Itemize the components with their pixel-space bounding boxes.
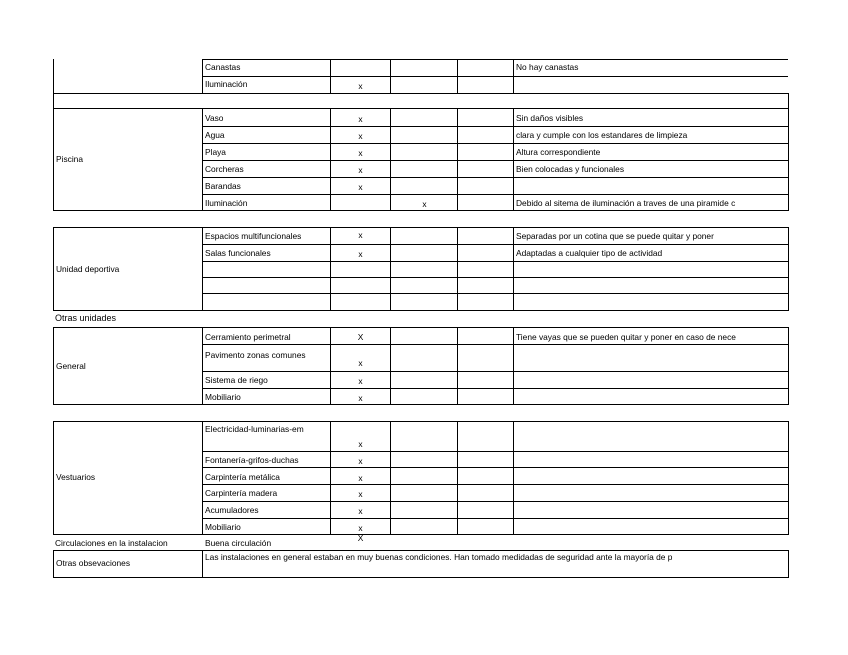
item-label: Iluminación <box>205 198 248 208</box>
grid-line <box>202 244 788 245</box>
group-label: General <box>56 361 86 371</box>
check-mark: x <box>358 489 363 499</box>
observation-text: No hay canastas <box>516 62 579 72</box>
check-mark: x <box>358 506 363 516</box>
observation-text: Debido al sitema de iluminación a traves de una piramide c <box>516 198 736 208</box>
observation-text: Sin daños visibles <box>516 113 584 123</box>
grid-line <box>202 467 788 468</box>
observation-text: Tiene vayas que se pueden quitar y poner en caso de nece <box>516 332 736 342</box>
group-label: Unidad deportiva <box>56 264 120 274</box>
grid-line <box>513 227 514 311</box>
grid-line <box>202 227 203 311</box>
observation-text: Adaptadas a cualquier tipo de actividad <box>516 248 663 258</box>
grid-line <box>202 371 788 372</box>
check-mark: x <box>358 81 363 91</box>
check-mark: x <box>358 114 363 124</box>
spacer-row <box>53 93 789 109</box>
item-label: Carpintería metálica <box>205 472 280 482</box>
circulaciones-value: Buena circulación <box>205 538 272 548</box>
grid-line <box>202 501 788 502</box>
check-mark: x <box>358 456 363 466</box>
grid-line <box>202 59 788 60</box>
item-label: Mobiliario <box>205 522 241 532</box>
check-mark: x <box>358 439 363 449</box>
item-label: Iluminación <box>205 79 248 89</box>
item-label: Salas funcionales <box>205 248 271 258</box>
check-mark: x <box>358 393 363 403</box>
grid-line <box>202 293 788 294</box>
grid-line <box>390 59 391 93</box>
item-label: Espacios multifuncionales <box>205 231 302 241</box>
check-mark: x <box>358 131 363 141</box>
item-label: Electricidad-luminarias-em <box>205 424 304 434</box>
grid-line <box>202 143 788 144</box>
section-heading: Otras unidades <box>55 313 117 323</box>
check-mark: x <box>358 230 363 240</box>
grid-line <box>202 277 788 278</box>
check-mark: x <box>422 199 427 209</box>
check-mark: x <box>358 523 363 533</box>
observation-text: Bien colocadas y funcionales <box>516 164 625 174</box>
item-label: Carpintería madera <box>205 488 278 498</box>
grid-line <box>202 59 203 93</box>
grid-line <box>53 59 54 93</box>
circulaciones-label: Circulaciones en la instalacion <box>55 538 168 548</box>
item-label: Acumuladores <box>205 505 259 515</box>
item-label: Pavimento zonas comunes <box>205 350 306 360</box>
group-label: Piscina <box>56 154 83 164</box>
grid-line <box>202 160 788 161</box>
observation-text: clara y cumple con los estandares de limpieza <box>516 130 688 140</box>
item-label: Agua <box>205 130 225 140</box>
check-mark: x <box>358 358 363 368</box>
check-mark: x <box>358 182 363 192</box>
grid-line <box>202 451 788 452</box>
item-label: Playa <box>205 147 226 157</box>
item-label: Vaso <box>205 113 224 123</box>
grid-line <box>202 484 788 485</box>
grid-line <box>202 261 788 262</box>
grid-line <box>457 227 458 311</box>
grid-line <box>202 327 203 405</box>
check-mark: x <box>358 473 363 483</box>
grid-line <box>457 59 458 93</box>
grid-line <box>202 76 788 77</box>
grid-line <box>390 227 391 311</box>
check-mark: x <box>358 148 363 158</box>
grid-line <box>202 177 788 178</box>
check-mark: x <box>358 249 363 259</box>
item-label: Sistema de riego <box>205 375 268 385</box>
observation-text: Separadas por un cotina que se puede quitar y poner <box>516 231 714 241</box>
grid-line <box>513 327 514 405</box>
check-mark: X <box>357 332 364 342</box>
check-mark: x <box>358 165 363 175</box>
item-label: Fontanería-grifos-duchas <box>205 455 299 465</box>
grid-line <box>202 388 788 389</box>
group-label: Vestuarios <box>56 472 96 482</box>
otras-observaciones-text: Las instalaciones en general estaban en muy buenas condiciones. Han tomado medidadas de seguridad ante la mayoría de p <box>205 552 673 562</box>
otras-observaciones-label: Otras obsevaciones <box>56 558 131 568</box>
grid-line <box>390 327 391 405</box>
item-label: Barandas <box>205 181 241 191</box>
item-label: Canastas <box>205 62 241 72</box>
item-label: Cerramiento perimetral <box>205 332 291 342</box>
check-mark: X <box>357 533 364 543</box>
observation-text: Altura correspondiente <box>516 147 601 157</box>
grid-line <box>513 59 514 93</box>
check-mark: x <box>358 376 363 386</box>
grid-line <box>202 344 788 345</box>
grid-line <box>202 126 788 127</box>
grid-line <box>457 327 458 405</box>
grid-line <box>202 550 203 578</box>
item-label: Corcheras <box>205 164 244 174</box>
grid-line <box>202 518 788 519</box>
grid-line <box>202 194 788 195</box>
item-label: Mobiliario <box>205 392 241 402</box>
